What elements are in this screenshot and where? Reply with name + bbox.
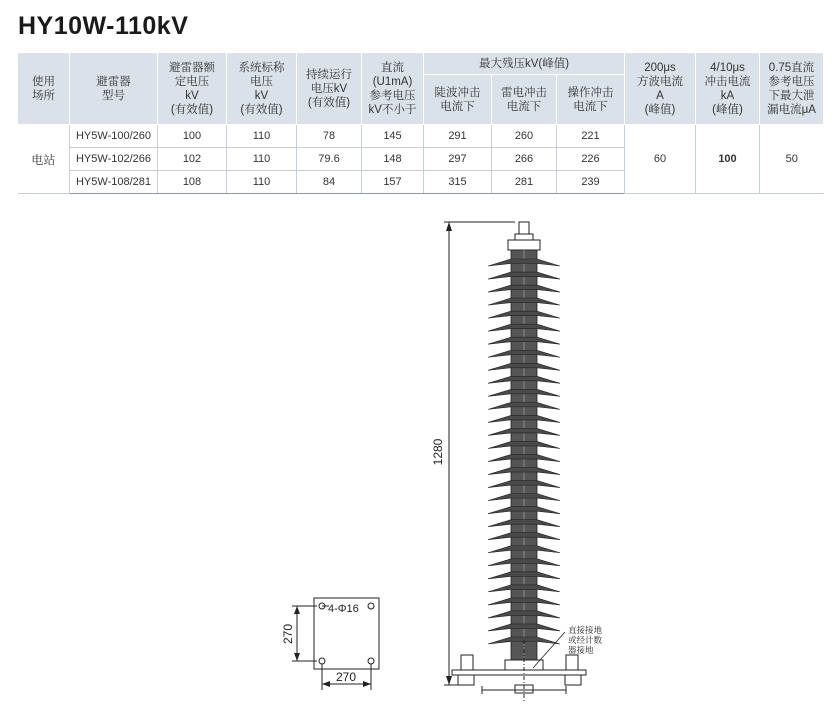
arrester-body <box>488 250 560 660</box>
header-lightning: 雷电冲击 电流下 <box>492 75 557 125</box>
ground-note-line2: 或经计数 <box>568 635 603 645</box>
dc-cell: 145 <box>362 125 424 148</box>
rated-cell: 102 <box>158 148 227 171</box>
header-residual-group: 最大残压kV(峰值) <box>424 53 625 75</box>
top-terminal <box>508 222 540 250</box>
continuous-cell: 84 <box>297 171 362 194</box>
switching-cell: 221 <box>557 125 625 148</box>
base-width-dim-label: 270 <box>335 670 357 684</box>
header-square-wave: 200μs 方波电流 A (峰值) <box>625 53 696 125</box>
impulse-cell: 100 <box>696 125 760 194</box>
header-impulse: 4/10μs 冲击电流 kA (峰值) <box>696 53 760 125</box>
header-model: 避雷器 型号 <box>70 53 158 125</box>
switching-cell: 226 <box>557 148 625 171</box>
steep-cell: 291 <box>424 125 492 148</box>
switching-cell: 239 <box>557 171 625 194</box>
rated-cell: 108 <box>158 171 227 194</box>
header-usage: 使用 场所 <box>18 53 70 125</box>
dc-cell: 157 <box>362 171 424 194</box>
base-height-dim-label: 270 <box>281 623 295 645</box>
model-cell: HY5W-100/260 <box>70 125 158 148</box>
lightning-cell: 281 <box>492 171 557 194</box>
square-wave-cell: 60 <box>625 125 696 194</box>
model-cell: HY5W-102/266 <box>70 148 158 171</box>
header-rated-voltage: 避雷器额 定电压 kV (有效值) <box>158 53 227 125</box>
header-steep-wave: 陡波冲击 电流下 <box>424 75 492 125</box>
lightning-cell: 266 <box>492 148 557 171</box>
steep-cell: 297 <box>424 148 492 171</box>
header-system-voltage: 系统标称 电压 kV (有效值) <box>227 53 297 125</box>
lightning-cell: 260 <box>492 125 557 148</box>
dc-cell: 148 <box>362 148 424 171</box>
continuous-cell: 78 <box>297 125 362 148</box>
leakage-cell: 50 <box>760 125 824 194</box>
usage-cell: 电站 <box>18 125 70 194</box>
model-cell: HY5W-108/281 <box>70 171 158 194</box>
page-title: HY10W-110kV <box>18 12 189 40</box>
system-cell: 110 <box>227 125 297 148</box>
rated-cell: 100 <box>158 125 227 148</box>
header-continuous-voltage: 持续运行 电压kV (有效值) <box>297 53 362 125</box>
height-dim-label: 1280 <box>431 438 445 466</box>
base-hole-label: 4-Φ16 <box>328 603 359 615</box>
ground-note-line3: 器接地 <box>568 645 594 655</box>
header-leakage: 0.75直流 参考电压 下最大泄 漏电流μA <box>760 53 824 125</box>
header-switching: 操作冲击 电流下 <box>557 75 625 125</box>
ground-note-line1: 直接接地 <box>568 625 603 635</box>
system-cell: 110 <box>227 171 297 194</box>
header-dc-voltage: 直流 (U1mA) 参考电压 kV不小于 <box>362 53 424 125</box>
steep-cell: 315 <box>424 171 492 194</box>
system-cell: 110 <box>227 148 297 171</box>
continuous-cell: 79.6 <box>297 148 362 171</box>
